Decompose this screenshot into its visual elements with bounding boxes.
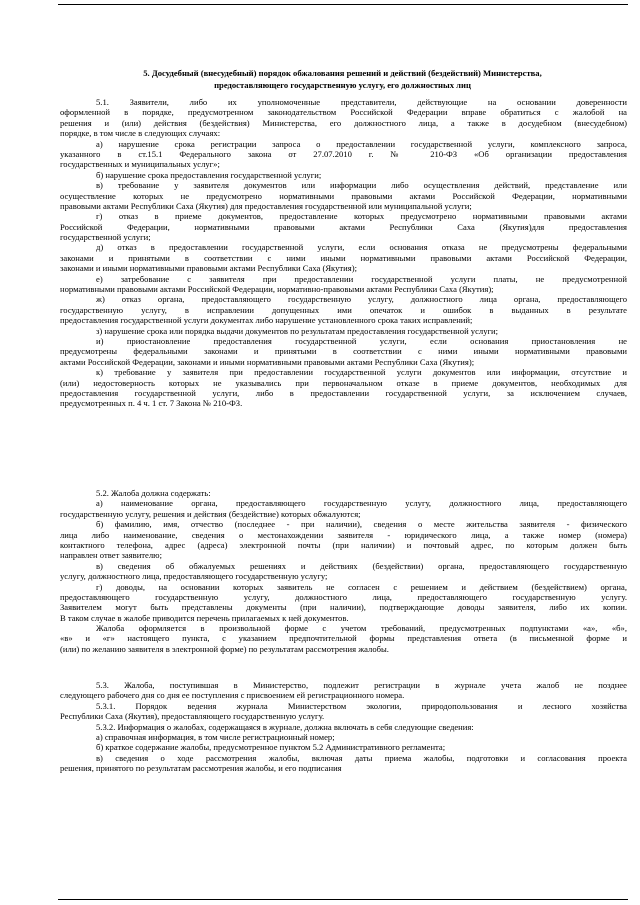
text-line: государственных и муниципальных услуг»; [60,159,220,170]
text-line: решения и (или) действия (бездействия) Министерства, его должностного лица, а также в досудебном (внесудебном) [60,117,627,128]
text-line: порядке, в том числе в следующих случаях: [60,128,221,139]
text-line: осуществление которых не предусмотрено нормативными правовыми актами Российской Федерации, нормативными [60,190,627,201]
text-line: предусмотрены федеральными законами и принятыми в соответствии с ними иными нормативными правовыми [60,346,627,357]
text-line: 5.2. Жалоба должна содержать: [96,488,211,498]
text-line: направлен ответ заявителю; [60,550,162,561]
text-line: б) краткое содержание жалобы, предусмотренное пунктом 5.2 Административного регламента; [96,742,446,753]
section-title-line-1: 5. Досудебный (внесудебный) порядок обжалования решений и действий (бездействий) Министерства, [143,68,542,78]
text-block-3 [60,680,627,774]
text-line: г) доводы, на основании которых заявитель не согласен с решением и действием (бездействием) органа, [96,581,627,592]
text-line: «в» и «г» настоящего пункта, с указанием предпочтительной формы представления ответа (в письменной форме и [60,633,627,644]
text-line: к) требование у заявителя при предоставлении государственной услуги документов или информации, отсутствие и [96,367,627,378]
text-line: з) нарушение срока или порядка выдачи документов по результатам предоставления государственной услуги; [96,325,499,336]
text-line: предусмотренных п. 4 ч. 1 ст. 7 Закона № 210-ФЗ. [60,398,243,409]
text-line: решения, принятого по результатам рассмотрения жалобы, и его подписания [60,763,342,774]
text-line: 5.3.2. Информация о жалобах, содержащаяся в журнале, должна включать в себя следующие сведения: [96,721,474,732]
text-line: 5.3.1. Порядок ведения журнала Министерством экологии, природопользования и лесного хозяйства [96,700,627,711]
top-rule [58,4,628,5]
text-line: оформленной в порядке, предусмотренном законодательством Российской Федерации вправе обратиться с жалобой на [60,107,627,118]
text-line: лица либо наименование, сведения о местонахождении заявителя - юридического лица, а также номер (номера) [60,529,627,540]
text-line: Жалоба оформляется в произвольной форме с учетом требований, предусмотренных подпунктами «а», «б», [96,623,627,634]
text-line: правовыми актами Республики Саха (Якутия) для предоставления государственной или муниципальной услуги; [60,200,472,211]
text-line: а) нарушение срока регистрации запроса о предоставлении государственной услуги, комплексного запроса, [96,138,627,149]
text-line: государственной услуги; [60,232,151,243]
text-line: нормативными правовыми актами Российской Федерации, нормативно-правовыми актами Республики Саха (Якутия); [60,284,494,295]
text-line: в) требование у заявителя документов или информации либо осуществления действий, представление или [96,180,627,191]
text-line: контактного телефона, адрес (адреса) электронной почты (при наличии) и почтовый адрес, по которым должен быть [60,539,627,550]
text-line: актами Российской Федерации, законами и иными нормативными правовыми актами Республики Саха (Якутия); [60,356,475,367]
text-line: государственную услугу, решения и действия (бездействие) которых обжалуются; [60,508,361,519]
text-line: услугу, должностного лица, предоставляющего государственную услугу; [60,571,328,582]
text-line: д) отказ в предоставлении государственной услуги, если основания отказа не предусмотрены федеральными [96,242,627,253]
text-line: 5.3. Жалоба, поступившая в Министерство, подлежит регистрации в журнале учета жалоб не позднее [96,680,627,690]
text-line: государственную услугу, в исправлении допущенных ими опечаток и ошибок в выданных в результате [60,304,627,315]
text-block-1 [60,97,627,409]
text-line: указанного в ст.15.1 Федерального закона от 27.07.2010 г. № 210-ФЗ «Об организации предоставления [60,148,627,159]
text-block-2 [60,488,627,654]
text-line: предоставления государственной услуги документах либо нарушение установленного срока таких исправлений; [60,315,473,326]
text-line: а) наименование органа, предоставляющего государственную услугу, должностного лица, предоставляющего [96,498,627,509]
text-line: г) отказ в приеме документов, предоставление которых предусмотрено нормативными правовыми актами [96,211,627,222]
text-line: Республики Саха (Якутия), предоставляющего государственную услугу. [60,711,325,722]
text-line: (или) по желанию заявителя в электронной форме) по результатам рассмотрения жалобы. [60,643,389,654]
text-line: и) приостановление предоставления государственной услуги, если основания приостановления не [96,335,627,346]
text-line: Заявителем могут быть представлены документы (при наличии), подтверждающие доводы заявителя, либо их копии. [60,602,627,613]
text-line: ж) отказ органа, предоставляющего государственную услугу, должностного лица органа, предоставляющего [96,294,627,305]
text-line: предоставления государственной услуги, либо в предоставлении государственной услуги, за исключением случаев, [60,387,627,398]
text-line: 5.1. Заявители, либо их уполномоченные представители, действующие на основании доверенности [96,97,627,107]
text-line: б) фамилию, имя, отчество (последнее - при наличии), сведения о месте жительства заявителя - физического [96,519,627,530]
bottom-rule [58,899,628,900]
text-line: в) сведения об обжалуемых решениях и действиях (бездействии) органа, предоставляющего государственную [96,560,627,571]
text-line: а) справочная информация, в том числе регистрационный номер; [96,731,335,742]
text-line: предоставляющего государственную услугу, должностного лица, предоставляющего государственную услугу. [60,591,627,602]
section-title [60,67,625,91]
text-line: в) сведения о ходе рассмотрения жалобы, включая даты приема жалобы, подготовки и согласования проекта [96,752,627,763]
text-line: Российской Федерации, нормативными правовыми актами Республики Саха (Якутия)для предоставления [60,221,627,232]
text-line: законами и принятыми в соответствии с ними иными нормативными правовыми актами Российской Федерации, [60,252,627,263]
text-line: (или) недостоверность которых не указывались при первоначальном отказе в приеме документов, необходимых для [60,377,627,388]
text-line: следующего рабочего дня со дня ее поступления с присвоением ей регистрационного номера. [60,690,405,701]
text-line: е) затребование с заявителя при предоставлении государственной услуги платы, не предусмотренной [96,273,627,284]
section-title-line-2: предоставляющего государственную услугу, его должностных лиц [214,80,471,90]
text-line: В таком случае в жалобе приводится перечень прилагаемых к ней документов. [60,612,349,623]
text-line: законами и иными нормативными правовыми актами Республики Саха (Якутия); [60,263,357,274]
text-line: б) нарушение срока предоставления государственной услуги; [96,169,322,180]
